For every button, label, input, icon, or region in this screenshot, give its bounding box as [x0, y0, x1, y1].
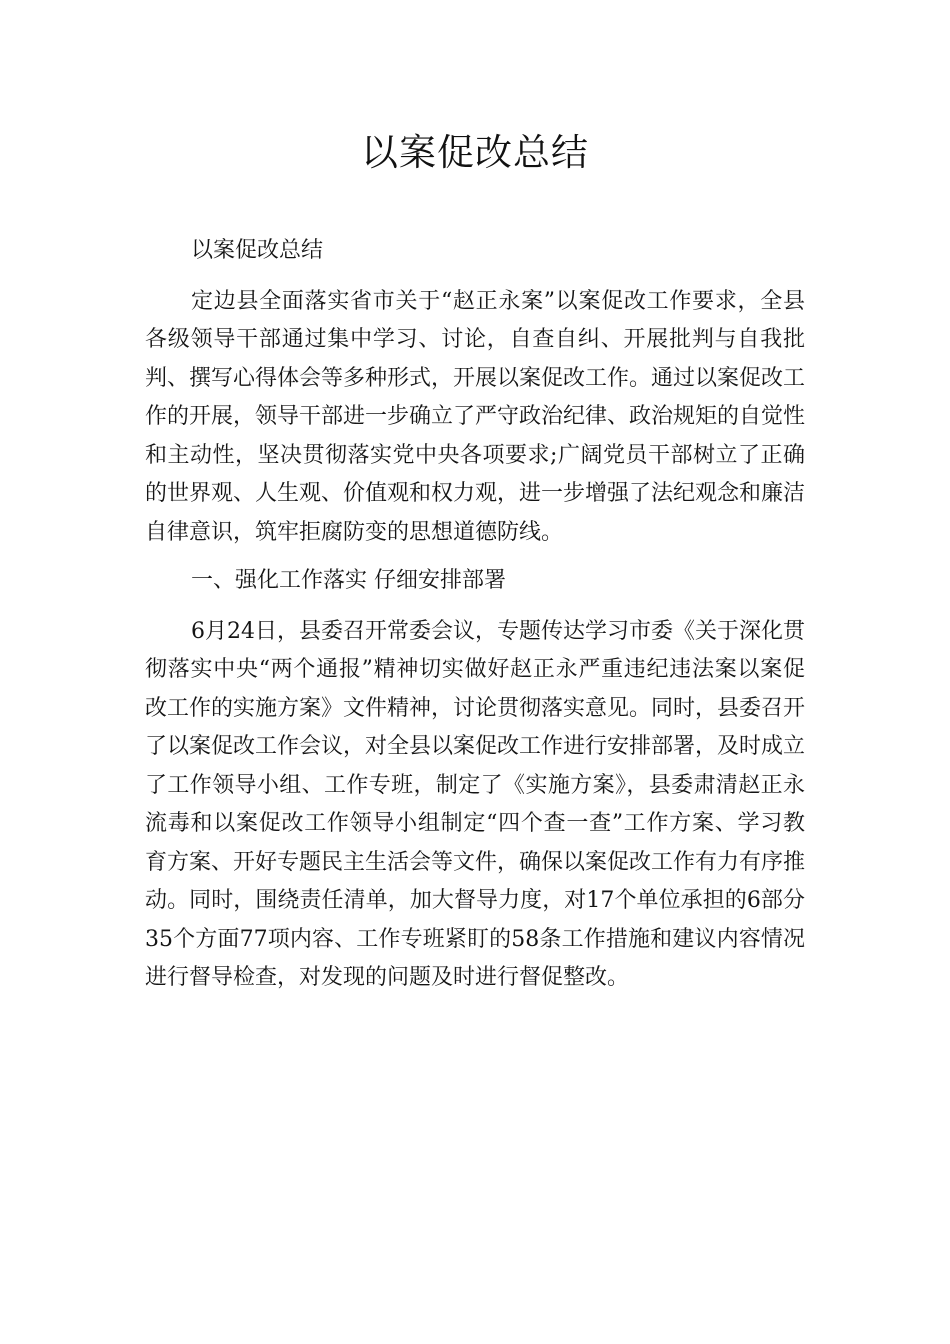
section-heading-1: 一、强化工作落实 仔细安排部署: [191, 568, 506, 593]
document-title: 以案促改总结: [361, 131, 589, 174]
document-subtitle: 以案促改总结: [191, 238, 324, 263]
paragraph-intro: 定边县全面落实省市关于“赵正永案”以案促改工作要求，全县各级领导干部通过集中学习、讨论，自查自纠、开展批判与自我批判、撰写心得体会等多种形式，开展以案促改工作。通过以案促改工作的开展，领导干部进一步确立了严守政治纪律、政治规矩的自觉性和主动性，坚决贯彻落实党中央各项要求;广阔党员干部树立了正确的世界观、人生观、价值观和权力观，进一步增强了法纪观念和廉洁自律意识，筑牢拒腐防变的思想道德防线。: [145, 288, 806, 545]
paragraph-section-1: 6月24日，县委召开常委会议，专题传达学习市委《关于深化贯彻落实中央“两个通报”精神切实做好赵正永严重违纪违法案以案促改工作的实施方案》文件精神，讨论贯彻落实意见。同时，县委召开了以案促改工作会议，对全县以案促改工作进行安排部署，及时成立了工作领导小组、工作专班，制定了《实施方案》，县委肃清赵正永流毒和以案促改工作领导小组制定“四个查一查”工作方案、学习教育方案、开好专题民主生活会等文件，确保以案促改工作有力有序推动。同时，围绕责任清单，加大督导力度，对17个单位承担的6部分35个方面77项内容、工作专班紧盯的58条工作措施和建议内容情况进行督导检查，对发现的问题及时进行督促整改。: [145, 618, 806, 990]
document-body: [145, 232, 805, 998]
